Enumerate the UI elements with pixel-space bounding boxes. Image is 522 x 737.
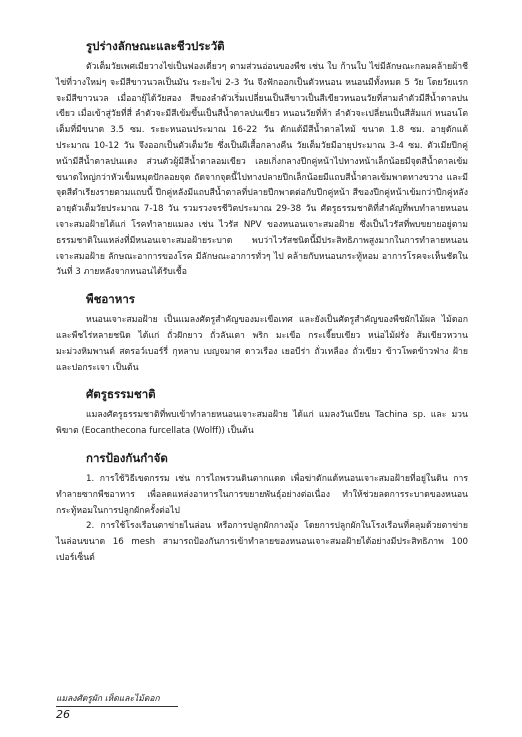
paragraph-control-method-1: 1. การใช้วิธีเขตกรรม เช่น การไถพรวนดินตากแดด เพื่อฆ่าดักแด้หนอนเจาะสมอฝ้ายที่อยู่ในดิน การทำลายซากพืชอาหาร เพื่อลดแหล่งอาหารในการขยายพันธุ์อย่างต่อเนื่อง ทำให้ช่วยลดการระบาดของหนอนกระทู้หอมในการปลูกผักครั้งต่อไป bbox=[56, 473, 468, 516]
page-footer bbox=[56, 693, 178, 722]
section-heading-control: การป้องกันกำจัด bbox=[86, 450, 168, 465]
section-heading-natural-enemies: ศัตรูธรรมชาติ bbox=[86, 387, 156, 402]
paragraph-control-method-2: 2. การใช้โรงเรือนตาข่ายไนล่อน หรือการปลูกผักกางมุ้ง โดยการปลูกผักในโรงเรือนที่คลุมด้วยตาข่ายไนล่อนขนาด 16 mesh สามารถป้องกันการเข้าทำลายของหนอนเจาะสมอฝ้ายได้อย่างมีประสิทธิภาพ 100 เปอร์เซ็นต์ bbox=[56, 521, 468, 563]
paragraph-morphology: ตัวเต็มวัยเพศเมียวางไข่เป็นฟองเดี่ยวๆ ตามส่วนอ่อนของพืช เช่น ใบ ก้านใบ ไข่มีลักษณะกลมคล้ายผ้าชีไข่ที่วางใหม่ๆ จะมีสีขาวนวลเป็นมัน ระยะไข่ 2-3 วัน จึงฟักออกเป็นตัวหนอน หนอนมีทั้งหมด 5 วัย โดยวัยแรกจะมีสีขาวนวล เมื่ออายุ้ได้วัยสอง สีของลำตัวเริ่มเปลี่ยนเป็นสีขาวเป็นสีเขียวหนอนวัยที่สามลำตัวมีสีน้ำตาลปนเขียว เมื่อเข้าสู่วัยที่สี่ ลำตัวจะมีสีเข้มขึ้นเป็นสีน้ำตาลปนเขียว หนอนวัยที่ห้า ลำตัวจะเปลี่ยนเป็นสีส้มแก่ หนอนโตเต็มที่มีขนาด 3.5 ซม. ระยะหนอนประมาณ 16-22 วัน ดักแด้มีสีน้ำตาลไหม้ ขนาด 1.8 ซม. อายุดักแด้ประมาณ 10-12 วัน จึงออกเป็นตัวเต็มวัย ซึ่งเป็นผีเสื้อกลางคืน วัยเต็มวัยมีอายุประมาณ 3-4 ซม. ตัวเมียปีกคู่หน้ามีสีน้ำตาลปนแดง ส่วนตัวผู้มีสีน้ำตาลอมเขียว เลยเกิ่งกลางปีกคู่หน้าไปทางหน้าเล็กน้อยมีจุดสีน้ำตาลเข้มขนาดใหญ่กว่าหัวเข็มหมุดปักลอยจุด ถัดจากจุดนี้ไปทางปลายปีกเล็กน้อยมีแถบสีน้ำตาลเข้มพาดทางขวาง และมีจุดสีดำเรียงรายตามแถบนี้ ปีกคู่หลังมีแถบสีน้ำตาลที่ปลายปีกพาดต่อกับปีกคู่หน้า สีของปีกคู่หน้าเข้มกว่าปีกคู่หลัง อายุตัวเต็มวัยประมาณ 7-18 วัน รวมรวงจรชีวิตประมาณ 29-38 วัน ศัตรูธรรมชาติที่สำคัญที่พบทำลายหนอนเจาะสมอฝ้ายได้แก่ โรคทำลายแมลง เช่น ไวรัส NPV ของหนอนเจาะสมอฝ้าย ซึ่งเป็นไวรัสที่พบขยายอยู่ตามธรรมชาติในแหล่งที่มีหนอนเจาะสมอฝ้ายระบาด พบว่าไวรัสชนิดนี้มีประสิทธิภาพสูงมากในการทำลายหนอนเจาะสมอฝ้าย ลักษณะอาการของโรค มีลักษณะอาการทั่วๆ ไป คล้ายกับหนอนกระทู้หอม อาการโรคจะเห็นชัดในวันที่ 3 ภายหลังจากหนอนได้รับเชื้อ bbox=[56, 62, 468, 278]
footer-divider bbox=[56, 706, 178, 707]
paragraph-host-plants: หนอนเจาะสมอฝ้าย เป็นแมลงศัตรูสำคัญของมะเขือเทศ และยังเป็นศัตรูสำคัญของพืชผักไม้ผล ไม้ดอกและพืชไร่หลายชนิด ได้แก่ ถั่วฝักยาว ถั่วลันเตา พริก มะเขือ กระเจี๊ยบเขียว หน่อไม้ฝรั่ง ส้มเขียวหวาน มะม่วงหิมพานต์ สตรอว์เบอร์รี่ กุหลาบ เบญจมาศ ดาวเรือง เยอบีร่า ถั่วเหลือง ถั่วเขียว ข้าวโพดข้าวฟ่าง ฝ้าย และปอกระเจา เป็นต้น bbox=[56, 315, 468, 373]
page-content bbox=[56, 38, 468, 567]
paragraph-natural-enemies: แมลงศัตรูธรรมชาติที่พบเข้าทำลายหนอนเจาะสมอฝ้าย ได้แก่ แมลงวันเบียน Tachina sp. และ มวนพิฆาต (Eocanthecona furcellata (Wolff)) เป็นต้น bbox=[56, 410, 468, 437]
page-number: 26 bbox=[56, 708, 70, 721]
footer-book-title: แมลงศัตรูผัก เห็ดและไม้ดอก bbox=[56, 694, 160, 704]
section-heading-host-plants: พืชอาหาร bbox=[86, 292, 135, 307]
section-heading-morphology: รูปร่างลักษณะและชีวประวัติ bbox=[86, 39, 225, 53]
